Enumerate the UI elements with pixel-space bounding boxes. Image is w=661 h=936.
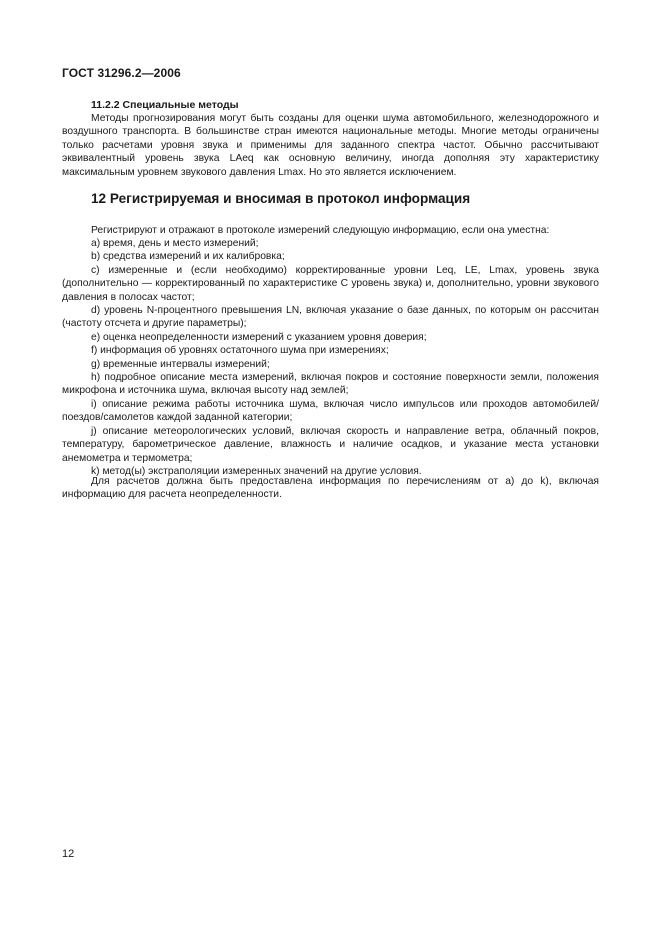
- list-item: а) время, день и место измерений;: [91, 238, 259, 249]
- intro-paragraph: Регистрируют и отражают в протоколе измерений следующую информацию, если она уместна:: [91, 225, 550, 236]
- list-item: b) средства измерений и их калибровка;: [91, 251, 285, 263]
- page-number: 12: [62, 848, 75, 860]
- list-item: е) оценка неопределенности измерений с указанием уровня доверия;: [91, 331, 427, 343]
- final-paragraph: Для расчетов должна быть предоставлена информация по перечислениям от а) до k), включая информацию для расчета неопределенности.: [62, 476, 599, 501]
- information-list: [62, 237, 599, 478]
- standard-header: ГОСТ 31296.2—2006: [62, 66, 181, 80]
- list-item: f) информация об уровнях остаточного шума при измерениях;: [91, 345, 389, 357]
- list-item: h) подробное описание места измерений, включая покров и состояние поверхности земли, положения микрофона и источника шума, включая высоту над землей;: [62, 372, 599, 397]
- list-item: k) метод(ы) экстраполяции измеренных значений на другие условия.: [91, 465, 422, 477]
- methods-paragraph: Методы прогнозирования могут быть созданы для оценки шума автомобильного, железнодорожного и воздушного транспорта. В большинстве стран имеются национальные методы. Многие методы ограничены только расчетами уровня звука и применимы для заданного спектра частот. Обычно рассчитывают эквивалентный уровень звука LAeq как основную величину, иногда дополняя эту характеристику максимальным уровнем звукового давления Lmax. Но это является исключением.: [62, 113, 599, 178]
- list-item: j) описание метеорологических условий, включая скорость и направление ветра, облачный покров, температуру, барометрическое давление, влажность и наличие осадков, и указание места установки анемометра и термометра;: [62, 425, 599, 464]
- list-item: d) уровень N-процентного превышения LN, включая указание о базе данных, по которым он рассчитан (частоту отсчета и другие параметры);: [62, 305, 599, 330]
- list-item: g) временные интервалы измерений;: [91, 358, 270, 370]
- section-heading: 12 Регистрируемая и вносимая в протокол информация: [91, 191, 471, 206]
- list-item: i) описание режима работы источника шума, включая число импульсов или проходов автомобилей/поездов/самолетов каждой заданной категории;: [62, 398, 599, 424]
- list-item: с) измеренные и (если необходимо) корректированные уровни Leq, LE, Lmax, уровень звука (дополнительно — корректированный по характеристике С уровень звука) и, дополнительно, уровни звукового давления в полосах частот;: [62, 264, 599, 303]
- subsection-heading: 11.2.2 Специальные методы: [91, 99, 239, 111]
